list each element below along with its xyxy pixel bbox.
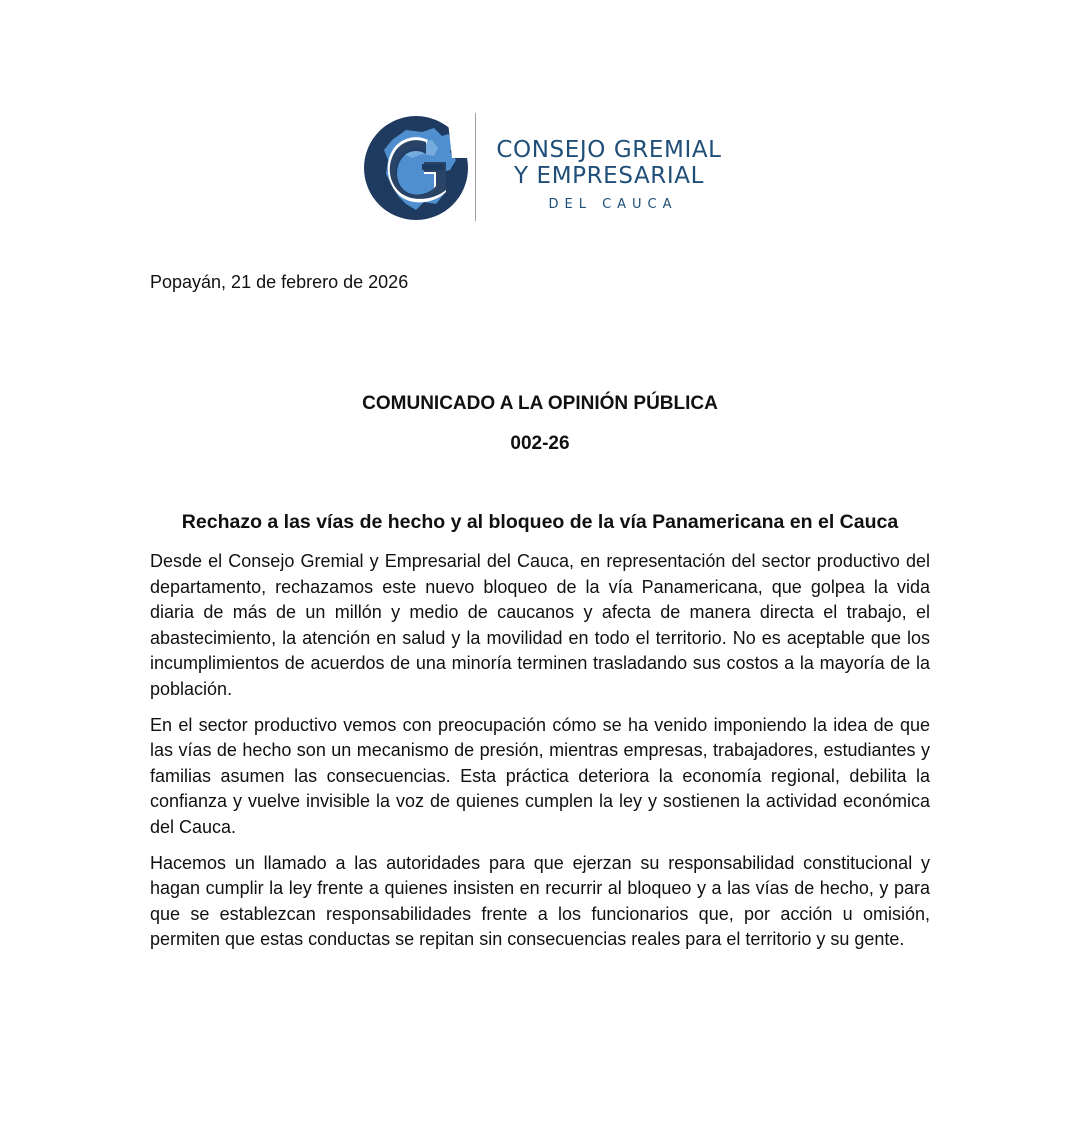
document-heading: COMUNICADO A LA OPINIÓN PÚBLICA <box>362 393 718 414</box>
document-body <box>150 549 930 963</box>
body-paragraph: Desde el Consejo Gremial y Empresarial del Cauca, en representación del sector productivo del departamento, rechazamos este nuevo bloqueo de la vía Panamericana, que golpea la vida diaria de más de un millón y medio de caucanos y afecta de manera directa el trabajo, el abastecimiento, la atención en salud y la movilidad en todo el territorio. No es aceptable que los incumplimientos de acuerdos de una minoría terminen trasladando sus costos a la mayoría de la población. <box>150 551 930 699</box>
logo-text-line-2: Y EMPRESARIAL <box>514 163 704 189</box>
place-date: Popayán, 21 de febrero de 2026 <box>150 272 409 292</box>
body-paragraph: Hacemos un llamado a las autoridades para que ejerzan su responsabilidad constitucional y hagan cumplir la ley frente a quienes insisten en recurrir al bloqueo y a las vías de hecho, y para que se establezcan responsabilidades frente a los funcionarios que, por acción u omisión, permiten que estas conductas se repitan sin consecuencias reales para el territorio y su gente. <box>150 852 930 950</box>
organization-logo <box>362 110 742 224</box>
cgec-logo-mark-icon <box>362 112 470 224</box>
logo-divider <box>475 113 476 221</box>
document-number: 002-26 <box>510 433 570 454</box>
logo-text-line-3: DEL CAUCA <box>548 197 678 212</box>
document-subtitle: Rechazo a las vías de hecho y al bloqueo de la vía Panamericana en el Cauca <box>181 511 899 533</box>
logo-text-line-1: CONSEJO GREMIAL <box>496 137 722 163</box>
body-paragraph: En el sector productivo vemos con preocupación cómo se ha venido imponiendo la idea de que las vías de hecho son un mecanismo de presión, mientras empresas, trabajadores, estudiantes y familias asumen las consecuencias. Esta práctica deteriora la economía regional, debilita la confianza y vuelve invisible la voz de quienes cumplen la ley y sostienen la actividad económica del Cauca. <box>150 714 930 837</box>
